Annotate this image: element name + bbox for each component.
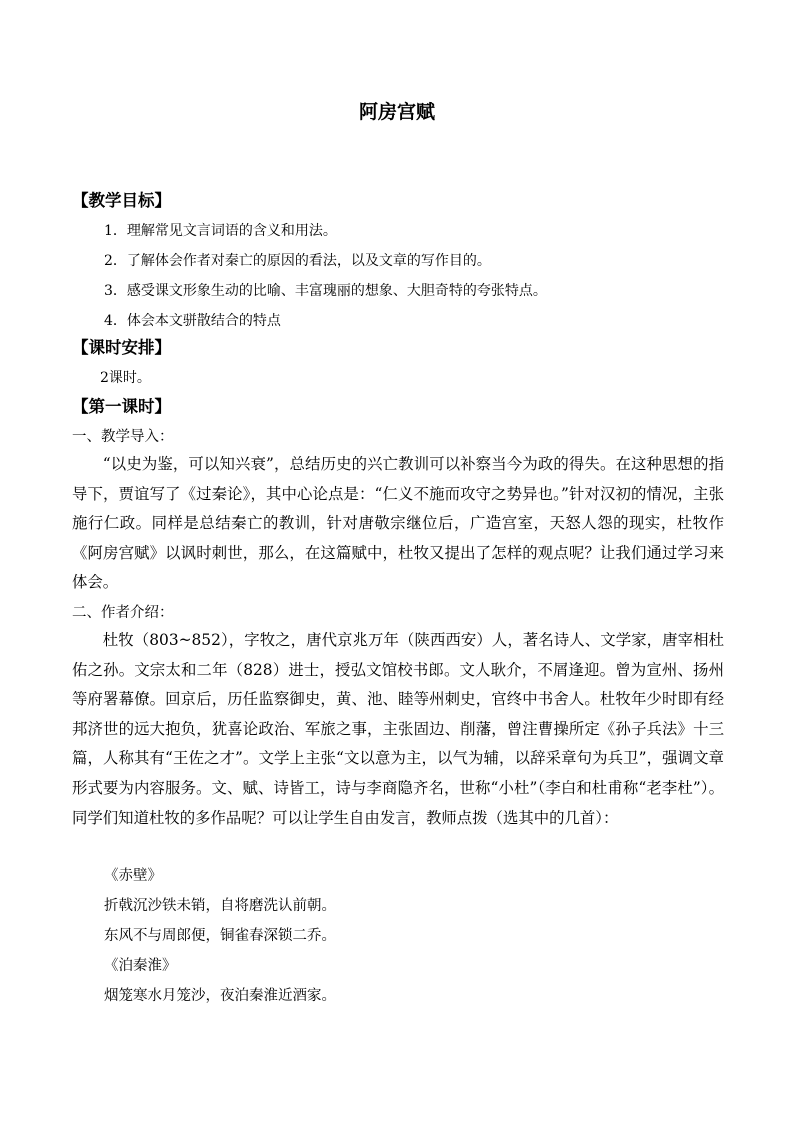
intro-heading: 一、教学导入：: [72, 429, 174, 445]
poem-line: 折戟沉沙铁未销，自将磨洗认前朝。: [104, 898, 336, 914]
document-title: 阿房宫赋: [358, 101, 435, 123]
author-heading: 二、作者介绍：: [72, 605, 174, 621]
objective-item-4: 4．体会本文骈散结合的特点: [104, 313, 281, 329]
poem-title-boqinhuai: 《泊秦淮》: [104, 958, 177, 974]
poem-line: 烟笼寒水月笼沙，夜泊秦淮近酒家。: [104, 988, 336, 1004]
poem-line: 东风不与周郎便，铜雀春深锁二乔。: [104, 928, 336, 944]
poem-title-chibi: 《赤壁》: [104, 868, 162, 884]
schedule-text: 2课时。: [100, 370, 151, 386]
objective-item-2: 2．了解体会作者对秦亡的原因的看法，以及文章的写作目的。: [104, 253, 491, 269]
objective-item-1: 1．理解常见文言词语的含义和用法。: [104, 223, 337, 239]
heading-schedule: 【课时安排】: [72, 338, 171, 357]
heading-first-lesson: 【第一课时】: [72, 397, 171, 416]
heading-objectives: 【教学目标】: [72, 191, 171, 210]
intro-paragraph: “以史为鉴，可以知兴衰”，总结历史的兴亡教训可以补察当今为政的得失。在这种思想的指导下，贾谊写了《过秦论》，其中心论点是：“仁义不施而攻守之势异也。”针对汉初的情况，主张施行仁政。同样是总结秦亡的教训，针对唐敬宗继位后，广造宫室，天怒人怨的现实，杜牧作《阿房宫赋》以讽时刺世，那么，在这篇赋中，杜牧又提出了怎样的观点呢？让我们通过学习来体会。: [72, 455, 724, 592]
author-paragraph: 杜牧（803~852），字牧之，唐代京兆万年（陕西西安）人，著名诗人、文学家，唐宰相杜佑之孙。文宗太和二年（828）进士，授弘文馆校书郎。文人耿介，不屑逢迎。曾为宣州、扬州等府署幕僚。回京后，历任监察御史，黄、池、睦等州刺史，官终中书舍人。杜牧年少时即有经邦济世的远大抱负，犹喜论政治、军旅之事，主张固边、削藩，曾注曹操所定《孙子兵法》十三篇，人称其有“王佐之才”。文学上主张“文以意为主，以气为辅，以辞采章句为兵卫”，强调文章形式要为内容服务。文、赋、诗皆工，诗与李商隐齐名，世称“小杜”（李白和杜甫称“老李杜”）。同学们知道杜牧的多作品呢？可以让学生自由发言，教师点拨（选其中的几首）：: [72, 631, 724, 827]
objective-item-3: 3．感受课文形象生动的比喻、丰富瑰丽的想象、大胆奇特的夸张特点。: [104, 283, 547, 299]
